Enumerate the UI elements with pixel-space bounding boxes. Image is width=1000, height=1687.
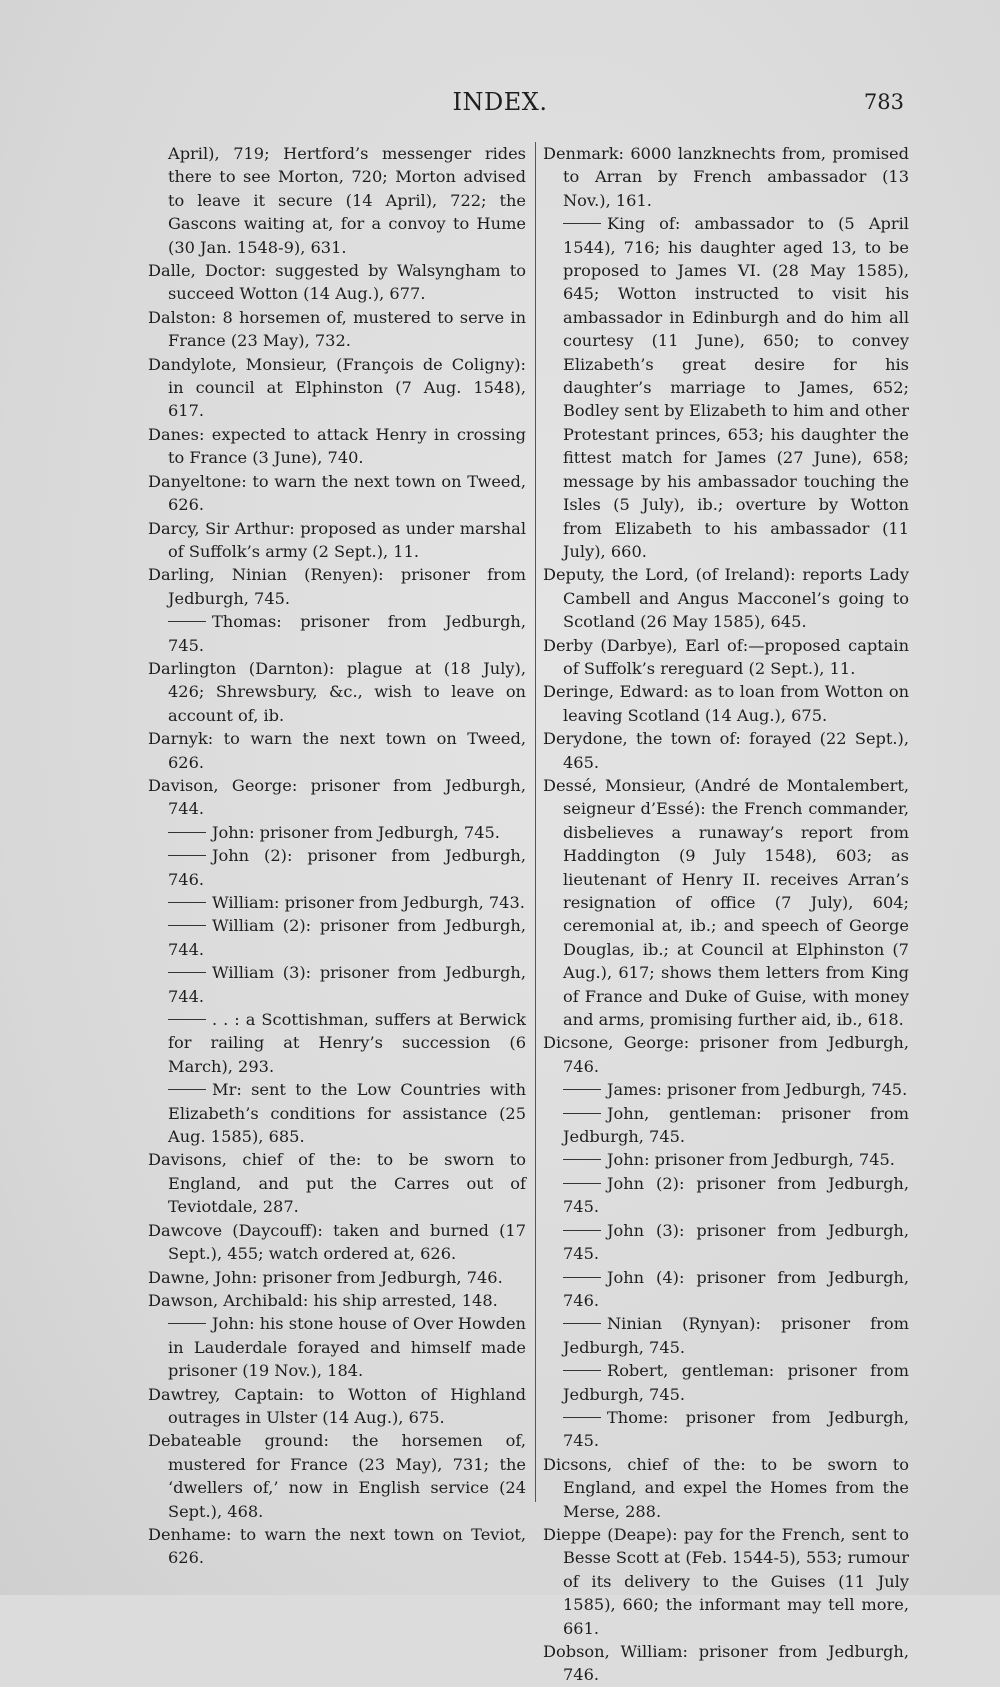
index-subentry [543, 1219, 909, 1266]
index-entry-text: Derby (Darbye), Earl of:—proposed captain of Suffolk’s rereguard (2 Sept.), 11. [543, 635, 909, 678]
index-entry-text: Ninian (Rynyan): prisoner from Jedburgh, 745. [563, 1314, 909, 1357]
index-entry [148, 1148, 526, 1218]
index-entry [148, 774, 526, 821]
index-entry-text: Dieppe (Deape): pay for the French, sent to Besse Scott at (Feb. 1544-5), 553; rumour of its delivery to the Guises (11 July 1585), 660; the informant may tell more, 661. [543, 1524, 909, 1638]
ditto-dash [168, 1019, 206, 1020]
ditto-dash [168, 925, 206, 926]
ditto-dash [563, 1089, 601, 1090]
index-entry-text: Dandylote, Monsieur, (François de Coligny): in council at Elphinston (7 Aug. 1548), 617. [148, 354, 526, 421]
index-entry-text: John (3): prisoner from Jedburgh, 745. [563, 1220, 909, 1264]
index-entry [148, 306, 526, 353]
index-entry-text: Denmark: 6000 lanzknechts from, promised to Arran by French ambassador (13 Nov.), 161. [543, 144, 909, 210]
index-entry-text: John, gentleman: prisoner from Jedburgh, 745. [563, 1103, 909, 1147]
index-subentry [543, 1312, 909, 1359]
index-entry [543, 727, 909, 774]
index-entry-text: John: prisoner from Jedburgh, 745. [212, 822, 500, 842]
index-entry [148, 1266, 526, 1289]
index-entry [543, 563, 909, 633]
index-subentry [543, 1406, 909, 1453]
index-entry [543, 1031, 909, 1078]
index-entry [148, 1429, 526, 1523]
ditto-dash [563, 1323, 601, 1324]
index-subentry [148, 1312, 526, 1382]
index-entry-text: Thomas: prisoner from Jedburgh, 745. [168, 612, 526, 655]
index-entry-text: Mr: sent to the Low Countries with Elizabeth’s conditions for assistance (25 Aug. 1585), 685. [168, 1080, 526, 1147]
ditto-dash [168, 855, 206, 856]
index-entry-text: Dawson, Archibald: his ship arrested, 148. [148, 1290, 498, 1310]
index-entry-text: Denhame: to warn the next town on Teviot, 626. [148, 1524, 526, 1568]
index-entry-text: Danes: expected to attack Henry in crossing to France (3 June), 740. [148, 424, 526, 468]
index-entry-text: King of: ambassador to (5 April 1544), 716; his daughter aged 13, to be proposed to James VI. (28 May 1585), 645; Wotton instructed to visit his ambassador in Edinburgh and do him all courtesy (11 June), 650; to convey Elizabeth’s great desire for his daughter’s marriage to James, 652; Bodley sent by Elizabeth to him and other Protestant princes, 653; his daughter the fittest match for James (27 June), 658; message by his ambassador touching the Isles (5 July), ib.; overture by Wotton from Elizabeth to his ambassador (11 July), 660. [563, 214, 909, 561]
index-entry-text: Derydone, the town of: forayed (22 Sept.), 465. [543, 729, 909, 772]
index-entry-text: Dessé, Monsieur, (André de Montalembert, seigneur d’Essé): the French commander, disbelieves a runaway’s report from Haddington (9 July 1548), 603; as lieutenant of Henry II. receives Arran’s resignation of office (7 July), 604; ceremonial at, ib.; and speech of George Douglas, ib.; at Council at Elphinston (7 Aug.), 617; shows them letters from King of France and Duke of Guise, with money and arms, promising further aid, ib., 618. [543, 775, 909, 1030]
index-subentry [148, 914, 526, 961]
index-entry-text: . . : a Scottishman, suffers at Berwick for railing at Henry’s succession (6 March), 293. [168, 1010, 526, 1076]
ditto-dash [563, 1113, 601, 1114]
index-entry [543, 680, 909, 727]
ditto-dash [563, 1417, 601, 1418]
index-column-right [543, 142, 909, 1687]
index-subentry [148, 844, 526, 891]
index-subentry [543, 1359, 909, 1406]
index-subentry [543, 1172, 909, 1219]
index-subentry [543, 1102, 909, 1149]
index-subentry [148, 891, 526, 914]
index-subentry [543, 1148, 909, 1171]
index-entry-text: John: prisoner from Jedburgh, 745. [607, 1150, 895, 1170]
index-entry [543, 1640, 909, 1687]
index-entry-text: Danyeltone: to warn the next town on Tweed, 626. [148, 471, 526, 515]
index-entry-text: William: prisoner from Jedburgh, 743. [212, 893, 525, 912]
index-entry [148, 1383, 526, 1430]
ditto-dash [563, 1230, 601, 1231]
index-entry-text: Deputy, the Lord, (of Ireland): reports Lady Cambell and Angus Macconel’s going to Scotland (26 May 1585), 645. [543, 565, 909, 632]
index-entry [543, 1453, 909, 1523]
index-entry-text: Thome: prisoner from Jedburgh, 745. [563, 1407, 909, 1451]
index-entry-text: Dalle, Doctor: suggested by Walsyngham to succeed Wotton (14 Aug.), 677. [148, 261, 526, 304]
index-entry-text: John (2): prisoner from Jedburgh, 746. [168, 846, 526, 889]
index-subentry [148, 610, 526, 657]
index-entry-text: Davisons, chief of the: to be sworn to England, and put the Carres out of Teviotdale, 287. [148, 1150, 526, 1217]
index-entry-text: Darling, Ninian (Renyen): prisoner from Jedburgh, 745. [148, 565, 526, 608]
index-entry-text: Dicsons, chief of the: to be sworn to England, and expel the Homes from the Merse, 288. [543, 1454, 909, 1521]
index-entry [148, 353, 526, 423]
index-entry-text: John: his stone house of Over Howden in Lauderdale forayed and himself made prisoner (19 Nov.), 184. [168, 1314, 526, 1381]
ditto-dash [563, 1370, 601, 1371]
index-entry [148, 1523, 526, 1570]
index-entry [148, 1219, 526, 1266]
index-entry-text: Dawtrey, Captain: to Wotton of Highland outrages in Ulster (14 Aug.), 675. [148, 1384, 526, 1427]
index-subentry [543, 212, 909, 563]
index-subentry [148, 821, 526, 844]
index-entry-text: Darnyk: to warn the next town on Tweed, 626. [148, 729, 526, 772]
index-entry [543, 1523, 909, 1640]
index-entry-text: John (4): prisoner from Jedburgh, 746. [563, 1267, 909, 1310]
index-subentry [543, 1078, 909, 1101]
index-entry [148, 563, 526, 610]
ditto-dash [168, 972, 206, 973]
index-entry [543, 774, 909, 1031]
index-entry [148, 470, 526, 517]
index-entry-text: Darcy, Sir Arthur: proposed as under marshal of Suffolk’s army (2 Sept.), 11. [148, 518, 526, 561]
index-subentry [148, 961, 526, 1008]
ditto-dash [168, 832, 206, 833]
index-entry-text: Deringe, Edward: as to loan from Wotton on leaving Scotland (14 Aug.), 675. [543, 682, 909, 725]
index-column-left [148, 142, 526, 1570]
index-entry-continuation [148, 142, 526, 259]
ditto-dash [563, 1183, 601, 1184]
index-subentry [543, 1266, 909, 1313]
ditto-dash [563, 1277, 601, 1278]
index-entry-text: Dawne, John: prisoner from Jedburgh, 746. [148, 1267, 503, 1287]
index-entry-text: Dawcove (Daycouff): taken and burned (17 Sept.), 455; watch ordered at, 626. [148, 1220, 526, 1264]
index-entry-text: Robert, gentleman: prisoner from Jedburgh, 745. [563, 1361, 909, 1404]
ditto-dash [168, 1323, 206, 1324]
ditto-dash [563, 1159, 601, 1160]
index-entry [543, 142, 909, 212]
index-entry [148, 259, 526, 306]
index-entry-text: Darlington (Darnton): plague at (18 July), 426; Shrewsbury, &c., wish to leave on account of, ib. [148, 658, 526, 725]
index-entry-text: Dobson, William: prisoner from Jedburgh, 746. [543, 1642, 909, 1685]
ditto-dash [168, 621, 206, 622]
index-entry [543, 634, 909, 681]
index-entry-text: William (2): prisoner from Jedburgh, 744. [168, 916, 526, 959]
page-number: 783 [863, 90, 904, 114]
ditto-dash [168, 902, 206, 903]
index-entry [148, 657, 526, 727]
index-subentry [148, 1008, 526, 1078]
index-entry [148, 517, 526, 564]
index-entry [148, 727, 526, 774]
index-entry-text: Dicsone, George: prisoner from Jedburgh, 746. [543, 1033, 909, 1076]
index-entry-text: Dalston: 8 horsemen of, mustered to serve in France (23 May), 732. [148, 307, 526, 351]
index-entry [148, 1289, 526, 1312]
index-subentry [148, 1078, 526, 1148]
index-entry-text: April), 719; Hertford’s messenger rides there to see Morton, 720; Morton advised to leave it secure (14 April), 722; the Gascons waiting at, for a convoy to Hume (30 Jan. 1548-9), 631. [168, 144, 526, 257]
index-entry-text: James: prisoner from Jedburgh, 745. [607, 1080, 908, 1100]
column-divider [535, 142, 536, 1502]
ditto-dash [563, 223, 601, 224]
index-entry-text: William (3): prisoner from Jedburgh, 744. [168, 963, 526, 1006]
index-entry-text: John (2): prisoner from Jedburgh, 745. [563, 1173, 909, 1217]
index-entry-text: Debateable ground: the horsemen of, mustered for France (23 May), 731; the ‘dwellers of,’ now in English service (24 Sept.), 468. [148, 1431, 526, 1521]
ditto-dash [168, 1089, 206, 1090]
index-entry [148, 423, 526, 470]
page-title: INDEX. [452, 88, 548, 116]
index-entry-text: Davison, George: prisoner from Jedburgh, 744. [148, 775, 526, 819]
